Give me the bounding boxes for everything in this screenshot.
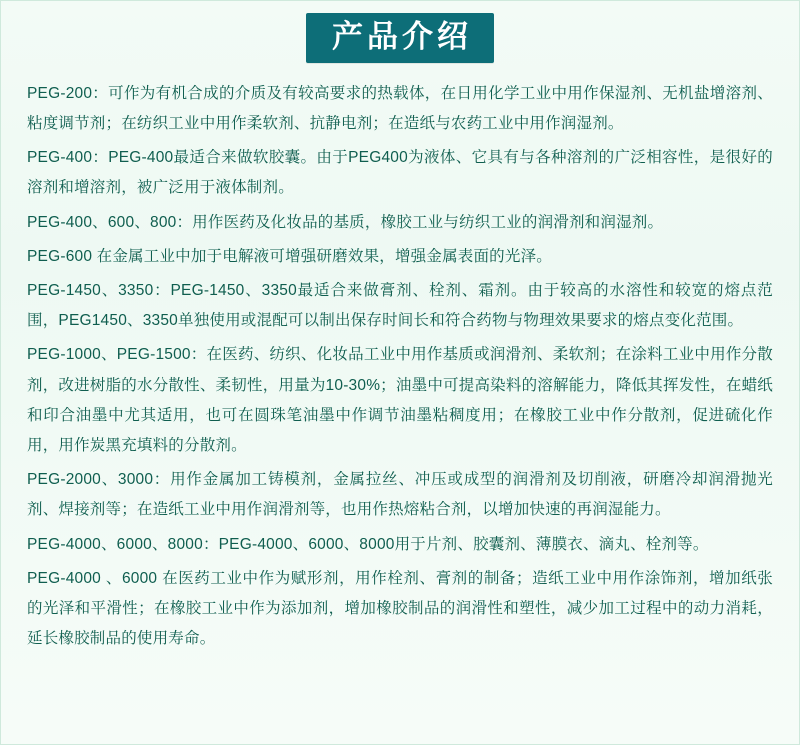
paragraph: PEG-400、600、800：用作医药及化妆品的基质，橡胶工业与纺织工业的润滑剂和润湿剂。 — [27, 213, 664, 231]
paragraph: PEG-1450、3350：PEG-1450、3350最适合来做膏剂、栓剂、霜剂。由于较高的水溶性和较宽的熔点范围，PEG1450、3350单独使用或混配可以制出保存时间长和符合药物与物理效果要求的熔点变化范围。 — [27, 281, 773, 330]
page-title: 产品介绍 — [306, 13, 494, 63]
paragraph: PEG-200：可作为有机合成的介质及有较高要求的热载体，在日用化学工业中用作保湿剂、无机盐增溶剂、粘度调节剂；在纺织工业中用作柔软剂、抗静电剂；在造纸与农药工业中用作润湿剂。 — [27, 84, 773, 132]
paragraph: PEG-4000、6000、8000：PEG-4000、6000、8000用于片剂、胶囊剂、薄膜衣、滴丸、栓剂等。 — [27, 535, 709, 553]
paragraph: PEG-2000、3000：用作金属加工铸模剂，金属拉丝、冲压或成型的润滑剂及切削液，研磨冷却润滑抛光剂、焊接剂等；在造纸工业中用作润滑剂等，也用作热熔粘合剂，以增加快速的再润湿能力。 — [27, 471, 773, 519]
page-header — [1, 1, 799, 73]
paragraph: PEG-1000、PEG-1500：在医药、纺织、化妆品工业中用作基质或润滑剂、柔软剂；在涂料工业中用作分散剂，改进树脂的水分散性、柔韧性，用量为10-30%；油墨中可提高染料的溶解能力，降低其挥发性，在蜡纸和印合油墨中尤其适用，也可在圆珠笔油墨中作调节油墨粘稠度用；在橡胶工业中作分散剂，促进硫化作用，用作炭黑充填料的分散剂。 — [27, 346, 773, 455]
paragraph: PEG-600 在金属工业中加于电解液可增强研磨效果，增强金属表面的光泽。 — [27, 247, 552, 265]
paragraph: PEG-4000 、6000 在医药工业中作为赋形剂，用作栓剂、膏剂的制备；造纸工业中用作涂饰剂，增加纸张的光泽和平滑性；在橡胶工业中作为添加剂，增加橡胶制品的润滑性和塑性，减少加工过程中的动力消耗，延长橡胶制品的使用寿命。 — [27, 569, 773, 648]
paragraph: PEG-400：PEG-400最适合来做软胶囊。由于PEG400为液体、它具有与各种溶剂的广泛相容性，是很好的溶剂和增溶剂，被广泛用于液体制剂。 — [27, 149, 773, 197]
product-description-body — [1, 73, 799, 669]
